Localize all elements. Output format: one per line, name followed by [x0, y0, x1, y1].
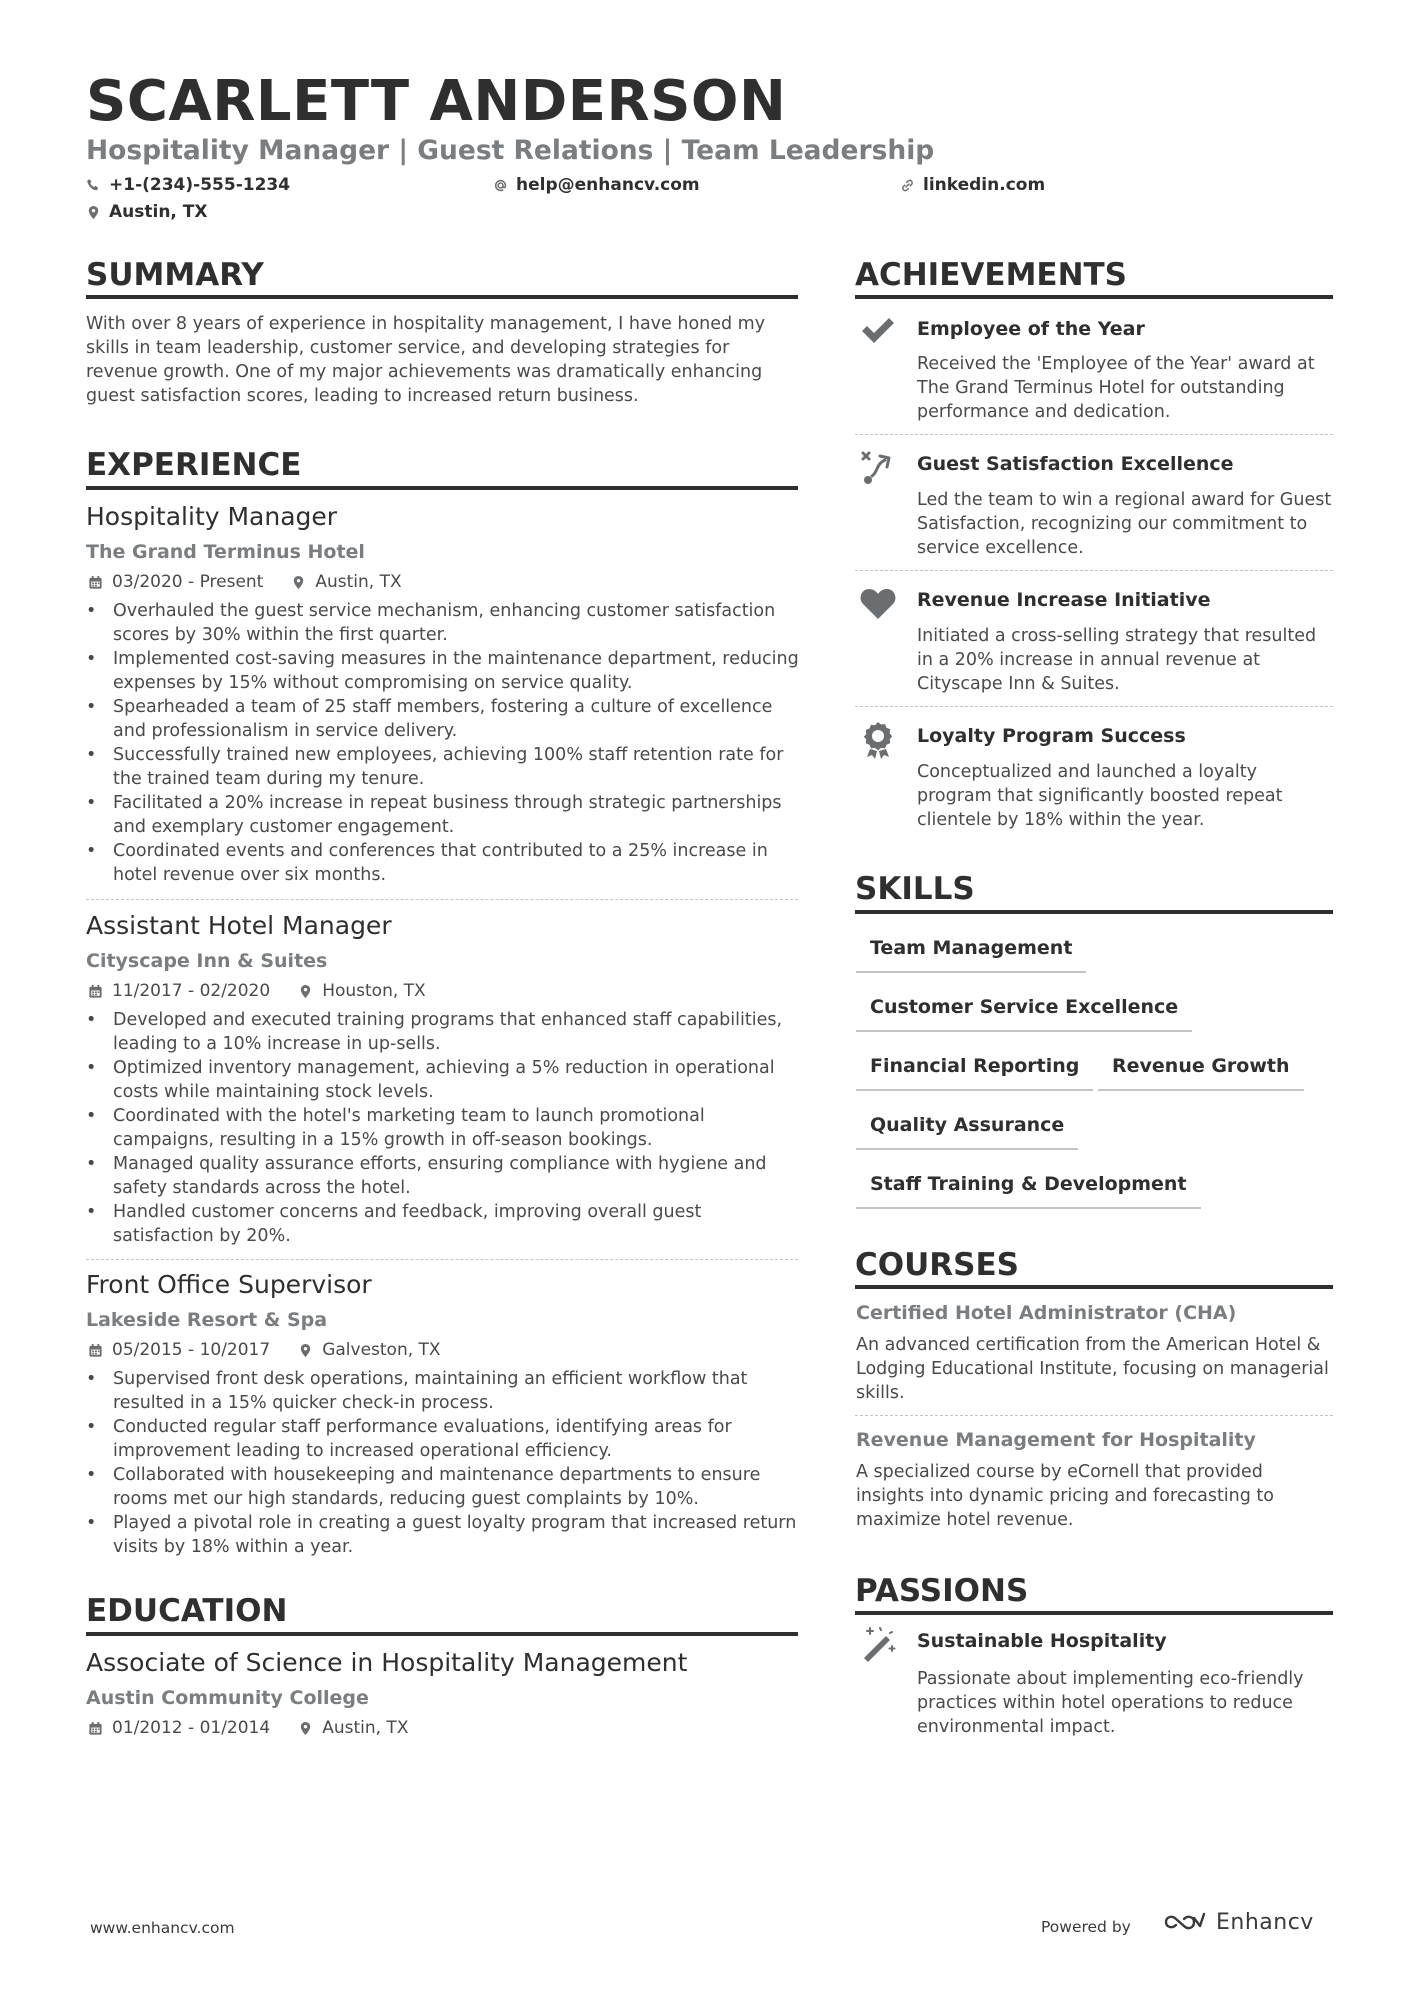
email-text[interactable]: help@enhancv.com: [516, 175, 700, 195]
job-location: Galveston, TX: [322, 1340, 441, 1360]
passions-heading: PASSIONS: [855, 1573, 1029, 1609]
passion-title: Sustainable Hospitality: [917, 1630, 1167, 1652]
achievement-title: Guest Satisfaction Excellence: [917, 453, 1234, 475]
email-contact: [493, 177, 700, 194]
education-rule: [86, 1632, 798, 1636]
job-meta: [88, 1342, 441, 1359]
summary-heading: SUMMARY: [86, 257, 264, 293]
job-meta: [88, 574, 402, 591]
summary-rule: [86, 295, 798, 299]
list-item: • Facilitated a 20% increase in repeat business through strategic partnerships and exemplary customer engagement.: [86, 791, 801, 839]
achievement-title: Loyalty Program Success: [917, 725, 1186, 747]
divider: [855, 434, 1333, 435]
job-dates: 03/2020 - Present: [112, 572, 264, 592]
achievement-desc: Conceptualized and launched a loyalty program that significantly boosted repeat clientele by 18% within the year.: [917, 762, 1283, 830]
list-item: • Coordinated with the hotel's marketing team to launch promotional campaigns, resulting in a 15% growth in off-season bookings.: [86, 1104, 801, 1152]
job-location: Houston, TX: [322, 981, 426, 1001]
passions-rule: [855, 1611, 1333, 1615]
at-icon: [493, 178, 508, 193]
list-item: • Developed and executed training programs that enhanced staff capabilities, leading to a 10% increase in up-sells.: [86, 1008, 801, 1056]
footer-website[interactable]: www.enhancv.com: [90, 1919, 235, 1937]
job-location: Austin, TX: [315, 572, 402, 592]
skill-tag: Customer Service Excellence: [856, 998, 1192, 1032]
linkedin-text[interactable]: linkedin.com: [923, 175, 1046, 195]
award-ribbon-icon: [858, 719, 898, 759]
calendar-icon: [88, 1721, 103, 1736]
achievement-desc: Led the team to win a regional award for Guest Satisfaction, recognizing our commitment to service excellence.: [917, 490, 1332, 558]
calendar-icon: [88, 1343, 103, 1358]
achievements-heading: ACHIEVEMENTS: [855, 257, 1128, 293]
candidate-title: Hospitality Manager | Guest Relations | Team Leadership: [86, 135, 935, 166]
skill-tag: Quality Assurance: [856, 1116, 1078, 1150]
job-dates: 11/2017 - 02/2020: [112, 981, 271, 1001]
school-name: Austin Community College: [86, 1687, 369, 1709]
education-meta: [88, 1720, 408, 1737]
location-pin-icon: [298, 1721, 313, 1736]
list-item: • Overhauled the guest service mechanism, enhancing customer satisfaction scores by 30% within the first quarter.: [86, 599, 801, 647]
experience-heading: EXPERIENCE: [86, 447, 302, 483]
candidate-name: SCARLETT ANDERSON: [86, 69, 787, 134]
job-dates: 05/2015 - 10/2017: [112, 1340, 271, 1360]
skill-tag: Team Management: [856, 939, 1086, 973]
skills-heading: SKILLS: [855, 871, 975, 907]
heart-icon: [858, 583, 898, 623]
list-item: • Spearheaded a team of 25 staff members, fostering a culture of excellence and professionalism in service delivery.: [86, 695, 801, 743]
location-pin-icon: [298, 1343, 313, 1358]
passion-desc: Passionate about implementing eco-friendly practices within hotel operations to reduce environmental impact.: [917, 1669, 1304, 1737]
list-item: • Managed quality assurance efforts, ensuring compliance with hygiene and safety standards across the hotel.: [86, 1152, 801, 1200]
phone-contact: [86, 177, 290, 194]
courses-heading: COURSES: [855, 1247, 1019, 1283]
job-bullets: [86, 1367, 801, 1559]
brand-name: Enhancv: [1216, 1909, 1314, 1935]
achievement-desc: Received the 'Employee of the Year' award at The Grand Terminus Hotel for outstanding performance and dedication.: [917, 354, 1315, 422]
course-desc: A specialized course by eCornell that provided insights into dynamic pricing and forecasting to maximize hotel revenue.: [856, 1462, 1274, 1530]
list-item: • Optimized inventory management, achieving a 5% reduction in operational costs while maintaining stock levels.: [86, 1056, 801, 1104]
linkedin-contact: [900, 177, 1045, 194]
list-item: • Collaborated with housekeeping and maintenance departments to ensure rooms met our high standards, reducing guest complaints by 10%.: [86, 1463, 801, 1511]
location-pin-icon: [298, 984, 313, 999]
job-meta: [88, 983, 426, 1000]
skill-tag: Financial Reporting: [856, 1057, 1093, 1091]
achievement-title: Revenue Increase Initiative: [917, 589, 1211, 611]
job-title: Front Office Supervisor: [86, 1270, 372, 1299]
infinity-logo-icon: [1162, 1909, 1206, 1935]
courses-rule: [855, 1285, 1333, 1289]
list-item: • Successfully trained new employees, achieving 100% staff retention rate for the trained team during my tenure.: [86, 743, 801, 791]
education-dates: 01/2012 - 01/2014: [112, 1718, 271, 1738]
job-title: Assistant Hotel Manager: [86, 911, 392, 940]
location-pin-icon: [86, 205, 101, 220]
company-name: Lakeside Resort & Spa: [86, 1309, 328, 1331]
education-heading: EDUCATION: [86, 1593, 288, 1629]
list-item: • Coordinated events and conferences that contributed to a 25% increase in hotel revenue over six months.: [86, 839, 801, 887]
course-title: Certified Hotel Administrator (CHA): [856, 1302, 1237, 1324]
location-pin-icon: [291, 575, 306, 590]
location-contact: [86, 204, 208, 221]
company-name: Cityscape Inn & Suites: [86, 950, 328, 972]
course-desc: An advanced certification from the American Hotel & Lodging Educational Institute, focusing on managerial skills.: [856, 1335, 1329, 1403]
list-item: • Played a pivotal role in creating a guest loyalty program that increased return visits by 18% within a year.: [86, 1511, 801, 1559]
strategy-icon: [858, 447, 898, 487]
divider: [86, 899, 798, 900]
job-bullets: [86, 1008, 801, 1248]
list-item: • Implemented cost-saving measures in the maintenance department, reducing expenses by 15% without compromising on service quality.: [86, 647, 801, 695]
phone-text[interactable]: +1-(234)-555-1234: [109, 175, 291, 195]
job-bullets: [86, 599, 801, 887]
achievements-rule: [855, 295, 1333, 299]
magic-wand-icon: [858, 1624, 898, 1664]
divider: [855, 706, 1333, 707]
divider: [855, 1415, 1333, 1416]
enhancv-logo[interactable]: [1162, 1909, 1314, 1935]
calendar-icon: [88, 575, 103, 590]
list-item: • Handled customer concerns and feedback, improving overall guest satisfaction by 20%.: [86, 1200, 801, 1248]
skill-tag: Staff Training & Development: [856, 1175, 1201, 1209]
phone-icon: [86, 178, 101, 193]
location-text: Austin, TX: [109, 202, 208, 222]
achievement-desc: Initiated a cross-selling strategy that resulted in a 20% increase in annual revenue at Cityscape Inn & Suites.: [917, 626, 1317, 694]
company-name: The Grand Terminus Hotel: [86, 541, 365, 563]
summary-text: With over 8 years of experience in hospitality management, I have honed my skills in team leadership, customer service, and developing strategies for revenue growth. One of my major achievements was dramatically enhancing guest satisfaction scores, leading to increased return business.: [86, 314, 766, 406]
list-item: • Supervised front desk operations, maintaining an efficient workflow that resulted in a 15% quicker check-in process.: [86, 1367, 801, 1415]
check-icon: [858, 311, 898, 351]
course-title: Revenue Management for Hospitality: [856, 1429, 1256, 1451]
skill-tag: Revenue Growth: [1098, 1057, 1304, 1091]
job-title: Hospitality Manager: [86, 502, 338, 531]
skills-rule: [855, 910, 1333, 914]
degree-title: Associate of Science in Hospitality Management: [86, 1648, 688, 1677]
footer-powered-by: Powered by: [1041, 1918, 1131, 1936]
experience-rule: [86, 486, 798, 490]
list-item: • Conducted regular staff performance evaluations, identifying areas for improvement leading to increased operational efficiency.: [86, 1415, 801, 1463]
calendar-icon: [88, 984, 103, 999]
achievement-title: Employee of the Year: [917, 318, 1145, 340]
link-icon: [900, 178, 915, 193]
education-location: Austin, TX: [322, 1718, 409, 1738]
divider: [855, 570, 1333, 571]
divider: [86, 1259, 798, 1260]
